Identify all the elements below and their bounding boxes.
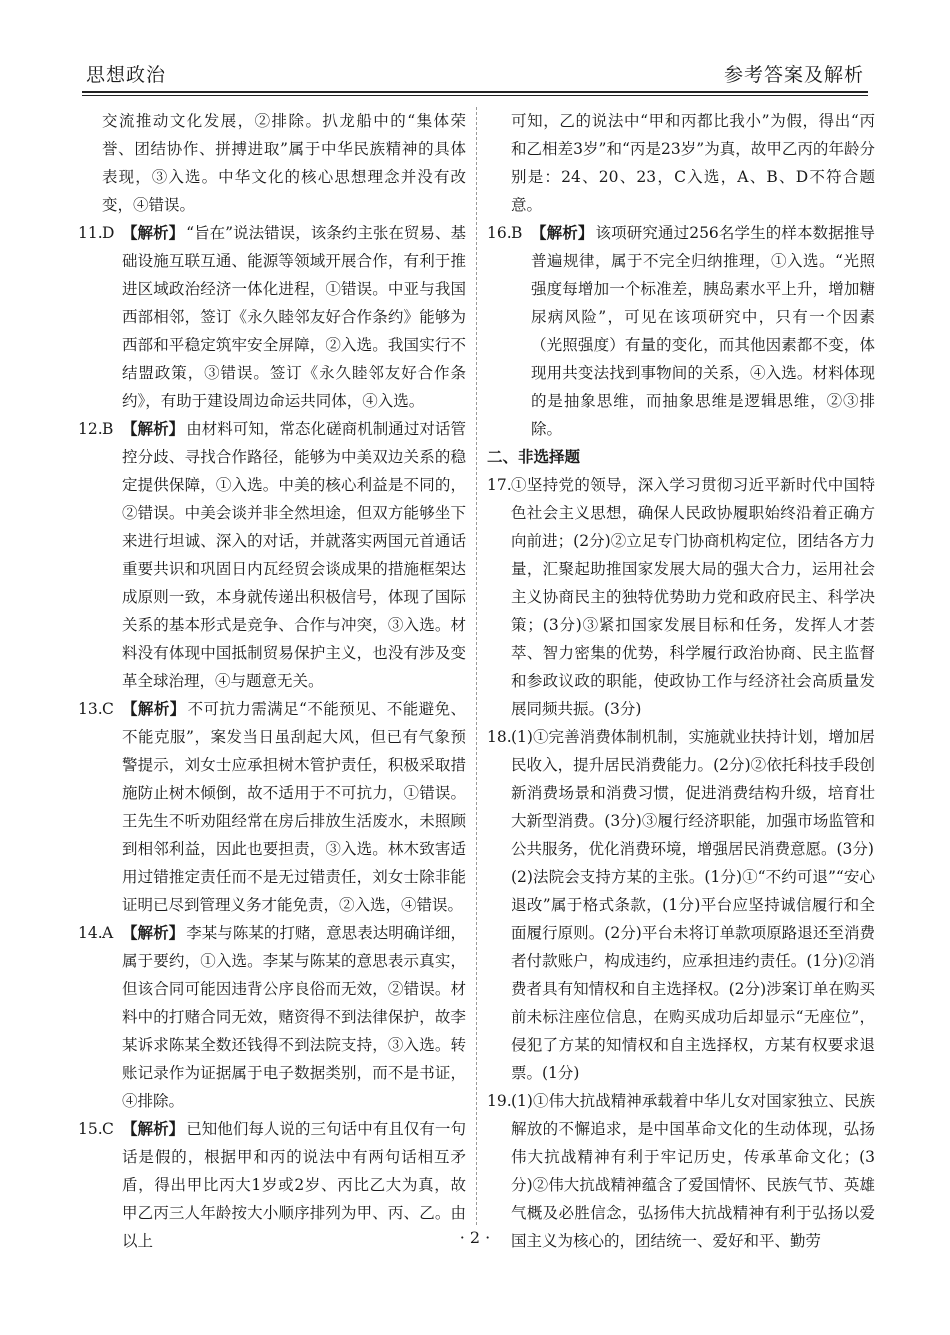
header-rule-thin [82, 95, 868, 96]
analysis-tag: 【解析】 [531, 223, 594, 242]
answer-part-1: (1)①伟大抗战精神承载着中华儿女对国家独立、民族解放的不懈追求，是中国革命文化的生动体现，弘扬伟大抗战精神有利于牢记历史，传承革命文化；(3分)②伟大抗战精神蕴含了爱国情怀、民族气节、英雄气概及必胜信念，弘扬伟大抗战精神有利于弘扬以爱国主义为核心的，团结统一、爱好和平、勤劳 [511, 1092, 875, 1250]
header-subject: 思想政治 [86, 64, 167, 86]
analysis-text: 已知他们每人说的三句话中有且仅有一句话是假的，根据甲和丙的说法中有两句话相互矛盾，得出甲比丙大1岁或2岁、丙比乙大为真，故甲乙丙三人年龄按大小顺序排列为甲、丙、乙。由以上 [122, 1120, 466, 1250]
q15-continuation: 可知，乙的说法中“甲和丙都比我小”为假，得出“丙和乙相差3岁”和“丙是23岁”为真，故甲乙丙的年龄分别是：24、20、23，C入选，A、B、D不符合题意。 [511, 112, 875, 214]
analysis-tag: 【解析】 [122, 923, 185, 942]
answer-text: ①坚持党的领导，深入学习贯彻习近平新时代中国特色社会主义思想，确保人民政协履职始终沿着正确方向前进；(2分)②立足专门协商机构定位，团结各方力量，汇聚起助推国家发展大局的强大合力，运用社会主义协商民主的独特优势助力党和政府民主、科学决策；(3分)③紧扣国家发展目标和任务，发挥人才荟萃、智力密集的优势，科学履行政治协商、民主监督和参政议政的职能，使政协工作与经济社会高质量发展同频共振。(3分) [511, 476, 875, 718]
header-title: 参考答案及解析 [723, 64, 864, 86]
header-rule [82, 91, 868, 93]
page-number: · 2 · [459, 1228, 491, 1247]
question-11 [78, 219, 466, 415]
answer-part-2: (2)法院会支持方某的主张。(1分)①“不约可退”“安心退改”属于格式条款，(1分)平台应坚持诚信履行和全面履行原则。(2分)平台未将订单款项原路退还至消费者付款账户，构成违约，应承担违约责任。(1分)②消费者具有知情权和自主选择权。(2分)涉案订单在购买前未标注座位信息，在购买成功后却显示“无座位”，侵犯了方某的知情权和自主选择权，方某有权要求退票。(1分) [511, 868, 875, 1082]
section-heading: 二、非选择题 [487, 447, 581, 466]
question-number: 16. [487, 224, 512, 242]
question-number: 12. [78, 420, 103, 438]
analysis-text: “旨在”说法错误，该条约主张在贸易、基础设施互联互通、能源等领域开展合作，有利于推进区域政治经济一体化进程，①错误。中亚与我国西部相邻，签订《永久睦邻友好合作条约》能够为西部和平稳定筑牢安全屏障，②入选。我国实行不结盟政策，③错误。签订《永久睦邻友好合作条约》，有助于建设周边命运共同体，④入选。 [122, 224, 466, 410]
answer-letter: A [102, 924, 114, 942]
answer-letter: D [102, 224, 115, 242]
analysis-tag: 【解析】 [122, 223, 185, 242]
analysis-text: 不可抗力需满足“不能预见、不能避免、不能克服”，案发当日虽刮起大风，但已有气象预警提示，刘女士应承担树木管护责任，积极采取措施防止树木倾倒，故不适用于不可抗力，①错误。王先生不听劝阻经常在房后排放生活废水，未照顾到相邻利益，因此也要担责，③入选。林木致害适用过错推定责任而不是无过错责任，刘女士除非能证明已尽到管理义务才能免责，②入选，④错误。 [122, 700, 466, 914]
question-number: 19. [487, 1092, 512, 1110]
answer-letter: C [102, 700, 114, 718]
question-number: 13. [78, 700, 103, 718]
answer-letter: B [102, 420, 114, 438]
left-column [78, 107, 466, 1255]
question-number: 15. [78, 1120, 103, 1138]
question-17 [487, 471, 875, 723]
question-number: 18. [487, 728, 512, 746]
question-18 [487, 723, 875, 1087]
question-number: 17. [487, 476, 512, 494]
question-14 [78, 919, 466, 1115]
analysis-text: 该项研究通过256名学生的样本数据推导普遍规律，属于不完全归纳推理，①入选。“光照强度每增加一个标准差，胰岛素水平上升，增加糖尿病风险”，可见在该项研究中，只有一个因素（光照强度）有量的变化，而其他因素都不变，体现用共变法找到事物间的关系，④入选。材料体现的是抽象思维，而抽象思维是逻辑思维，②③排除。 [531, 224, 875, 438]
q10-continuation: 交流推动文化发展，②排除。扒龙船中的“集体荣誉、团结协作、拼搏进取”属于中华民族精神的具体表现，③入选。中华文化的核心思想理念并没有改变，④错误。 [102, 112, 466, 214]
answer-part-1: (1)①完善消费体制机制，实施就业扶持计划，增加居民收入，提升居民消费能力。(2分)②依托科技手段创新消费场景和消费习惯，促进消费结构升级，培育壮大新型消费。(3分)③履行经济职能，加强市场监管和公共服务，优化消费环境，增强居民消费意愿。(3分) [511, 728, 875, 858]
right-column [487, 107, 875, 1255]
question-number: 11. [78, 224, 103, 242]
analysis-text: 由材料可知，常态化磋商机制通过对话管控分歧、寻找合作路径，能够为中美双边关系的稳定提供保障，①入选。中美的核心利益是不同的，②错误。中美会谈并非全然坦途，但双方能够坐下来进行坦诚、深入的对话，并就落实两国元首通话重要共识和巩固日内瓦经贸会谈成果的措施框架达成原则一致，本身就传递出积极信号，体现了国际关系的基本形式是竞争、合作与冲突，③入选。材料没有体现中国抵制贸易保护主义，也没有涉及变革全球治理，④与题意无关。 [122, 420, 466, 690]
answer-letter: C [102, 1120, 114, 1138]
answer-letter: B [511, 224, 523, 242]
column-divider [476, 107, 477, 1225]
analysis-tag: 【解析】 [122, 699, 186, 718]
analysis-tag: 【解析】 [122, 1119, 185, 1138]
question-12 [78, 415, 466, 695]
question-13 [78, 695, 466, 919]
analysis-text: 李某与陈某的打赌，意思表达明确详细，属于要约，①入选。李某与陈某的意思表示真实，但该合同可能因违背公序良俗而无效，②错误。材料中的打赌合同无效，赌资得不到法律保护，故李某诉求陈某全数还钱得不到法院支持，③入选。转账记录作为证据属于电子数据类别，而不是书证，④排除。 [122, 924, 466, 1110]
question-number: 14. [78, 924, 103, 942]
analysis-tag: 【解析】 [122, 419, 185, 438]
question-16 [487, 219, 875, 443]
